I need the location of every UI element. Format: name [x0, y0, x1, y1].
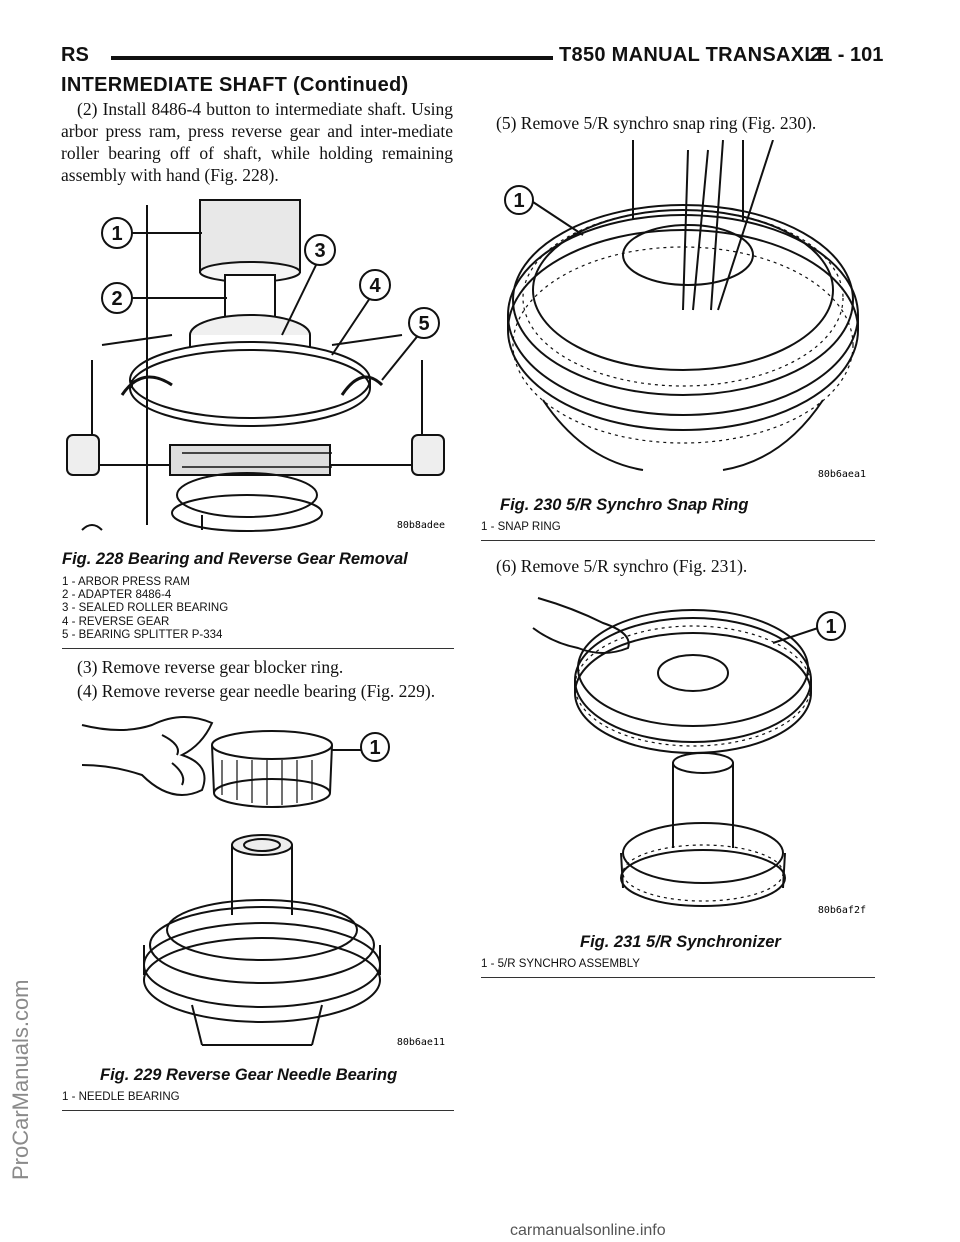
- fig-228-legend-item: 5 - BEARING SPLITTER P-334: [62, 628, 223, 641]
- fig-231-caption: Fig. 231 5/R Synchronizer: [580, 933, 781, 951]
- fig-228-legend: [62, 576, 452, 642]
- fig-228-callout: 1: [111, 223, 123, 245]
- step-5-text: (5) Remove 5/R synchro snap ring (Fig. 230).: [496, 113, 817, 133]
- watermark: ProCarManuals.com: [8, 979, 33, 1180]
- fig-230-callout: 1: [513, 190, 525, 212]
- fig-231-legend-item: 1 - 5/R SYNCHRO ASSEMBLY: [481, 958, 640, 970]
- fig-228-callout: 5: [418, 313, 430, 335]
- fig-230-legend-item: 1 - SNAP RING: [481, 521, 561, 533]
- fig-230-illustration: [483, 140, 875, 485]
- fig-230-rule: [481, 540, 875, 541]
- header-title: T850 MANUAL TRANSAXLE: [559, 44, 831, 66]
- fig-229-callout: 1: [369, 737, 381, 759]
- step-4-text: (4) Remove reverse gear needle bearing (Fig. 229).: [77, 681, 436, 701]
- header-rule: [111, 56, 553, 60]
- fig-230-legend: [481, 521, 873, 534]
- fig-228-legend-item: 1 - ARBOR PRESS RAM: [62, 576, 190, 588]
- fig-230-code: 80b6aea1: [817, 469, 866, 480]
- header-section-code: RS: [61, 44, 89, 66]
- fig-228-callout: 4: [369, 275, 381, 297]
- footer-site[interactable]: carmanualsonline.info: [510, 1222, 666, 1239]
- fig-229-illustration: [62, 705, 454, 1055]
- step-3-text: (3) Remove reverse gear blocker ring.: [77, 657, 344, 677]
- fig-228-callout: 2: [111, 288, 123, 310]
- step-6-text: (6) Remove 5/R synchro (Fig. 231).: [496, 556, 748, 576]
- fig-231-rule: [481, 977, 875, 978]
- fig-230-caption: Fig. 230 5/R Synchro Snap Ring: [500, 496, 749, 514]
- fig-228-legend-item: 2 - ADAPTER 8486-4: [62, 589, 172, 602]
- fig-229-legend-item: 1 - NEEDLE BEARING: [62, 1091, 180, 1103]
- fig-231-code: 80b6af2f: [817, 905, 866, 916]
- fig-231-illustration: [483, 588, 875, 918]
- header-page-number: 21 - 101: [810, 44, 884, 66]
- fig-231-legend: [481, 958, 873, 971]
- fig-228-illustration: [62, 195, 454, 535]
- fig-228-legend-item: 4 - REVERSE GEAR: [62, 615, 170, 628]
- fig-231-callout: 1: [825, 616, 837, 638]
- section-title: INTERMEDIATE SHAFT (Continued): [61, 74, 409, 96]
- fig-229-rule: [62, 1110, 454, 1111]
- fig-229-caption: Fig. 229 Reverse Gear Needle Bearing: [100, 1066, 398, 1084]
- fig-229-code: 80b6ae11: [396, 1037, 445, 1048]
- fig-228-caption: Fig. 228 Bearing and Reverse Gear Removal: [62, 550, 408, 568]
- fig-229-legend: [62, 1091, 452, 1104]
- fig-228-code: 80b8adee: [396, 520, 445, 531]
- fig-228-legend-item: 3 - SEALED ROLLER BEARING: [62, 602, 229, 615]
- fig-228-callout: 3: [314, 240, 326, 262]
- step-2-text: (2) Install 8486-4 button to intermediate shaft. Using arbor press ram, press reverse gear and inter-mediate roller bearing off of shaft, while holding remaining assembly with hand (Fig. 228).: [61, 99, 453, 185]
- fig-228-rule: [62, 648, 454, 649]
